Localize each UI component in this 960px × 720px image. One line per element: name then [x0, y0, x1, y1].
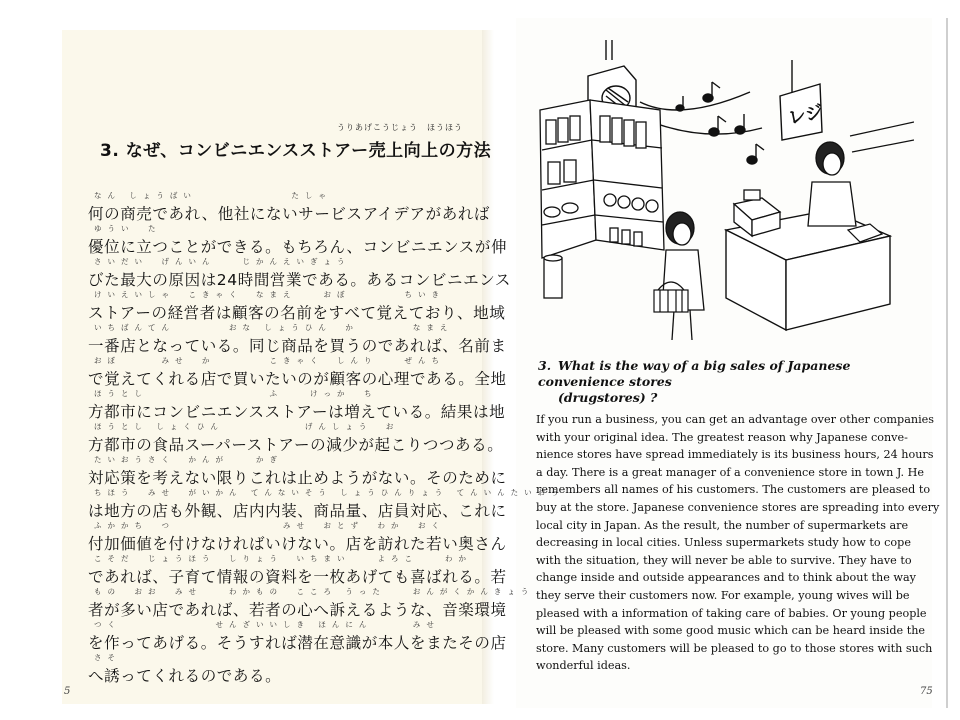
page-number-left: 5 — [64, 686, 71, 697]
furigana: たいおうさく かんが かぎ — [94, 455, 283, 464]
register-sign-label: レジ — [786, 101, 826, 130]
jp-text: 優位に立つことができる。もちろん、コンビニエンスが伸 — [88, 238, 508, 256]
shelf-icon — [540, 100, 664, 298]
heading-ruby: うりあげこうじょう ほうほう — [337, 123, 463, 132]
en-line: nience stores have spread immediately is its business hours, 24 hours — [536, 448, 934, 462]
furigana: さそ — [94, 653, 121, 662]
jp-text: であれば、子育て情報の資料を一枚あげても喜ばれる。若 — [88, 568, 507, 586]
jp-text: 方都市にコンビニエンスストアーは増えている。結果は地 — [88, 403, 506, 421]
en-line: wonderful ideas. — [536, 659, 631, 673]
furigana: けいえいしゃ こきゃく なまえ おぼ ちいき — [94, 290, 445, 299]
en-line: pleased with a information of taking care of babies. Or young people — [536, 606, 927, 620]
en-line: will be pleased with some good music which can be heard inside the — [536, 624, 926, 638]
en-line: store. Many customers will be pleased to go to those stores with such — [536, 641, 933, 655]
jp-line — [88, 620, 507, 658]
jp-text: は地方の店も外観、店内内装、商品量、店員対応、これに — [88, 502, 507, 520]
jp-text: 者が多い店であれば、若者の心へ訴えるような、音楽環境 — [88, 601, 507, 619]
japanese-body — [88, 191, 565, 691]
jp-text: ストアーの経営者は顧客の名前をすべて覚えており、地域 — [88, 304, 506, 322]
en-line: change inside and outside appearances and to think about the way — [536, 571, 916, 585]
furigana: ちほう みせ がいかん てんないそう しょうひんりょう てんいんたいおう — [94, 488, 565, 497]
page-number-right: 75 — [920, 686, 933, 697]
furigana: さいだい げんいん じかんえいぎょう — [94, 257, 351, 266]
store-illustration — [530, 40, 914, 340]
jp-text: 対応策を考えない限りこれは止めようがない。そのために — [88, 469, 507, 487]
cashier-figure — [808, 142, 856, 226]
furigana: ほうとし ふ けっか ち — [94, 389, 378, 398]
furigana: こそだ じょうほう しりょう いちまい よろこ わか — [94, 554, 472, 563]
jp-text: 付加価値を付けなければいけない。店を訪れた若い奥さん — [88, 535, 507, 553]
furigana: ほうとし しょくひん げんしょう お — [94, 422, 400, 431]
jp-text: へ誘ってくれるのである。 — [88, 667, 282, 685]
caption-line-1: What is the way of a big sales of Japanese convenience stores — [538, 358, 851, 389]
furigana: ゆうい た — [94, 224, 162, 233]
page-edge — [946, 18, 948, 708]
japanese-heading — [100, 123, 492, 161]
caption-number: 3. — [538, 358, 552, 373]
jp-text: びた最大の原因は24時間営業である。あるコンビニエンス — [88, 271, 511, 289]
en-line: buy at the store. Japanese convenience stores are spreading into every — [536, 500, 940, 514]
furigana: ふかかち つ みせ おとず わか おく — [94, 521, 445, 530]
en-line: decreasing in local cities. Unless supermarkets study how to cope — [536, 536, 911, 550]
furigana: つく せんざいいしき ほんにん みせ — [94, 620, 440, 629]
jp-text: 一番店となっている。同じ商品を買うのであれば、名前ま — [88, 337, 507, 355]
en-line: remembers all names of his customers. The customers are pleased to — [536, 483, 931, 497]
furigana: おぼ みせ か こきゃく しんり ぜんち — [94, 356, 445, 365]
customer-figure — [662, 212, 704, 340]
en-line: If you run a business, you can get an advantage over other companies — [536, 413, 935, 426]
caption-line — [538, 358, 918, 390]
en-line: with your original idea. The greatest reason why Japanese conve- — [536, 430, 908, 444]
english-caption — [538, 358, 918, 406]
furigana: なん しょうばい たしゃ — [94, 191, 332, 200]
en-line: local city in Japan. As the result, the number of supermarkets are — [536, 518, 909, 532]
caption-line-2: (drugstores) ? — [558, 390, 658, 405]
furigana: いちばんてん おな しょうひん か なまえ — [94, 323, 454, 332]
en-line: they serve their customers now. For example, young wives will be — [536, 588, 910, 602]
jp-text: を作ってあげる。そうすれば潜在意識が本人をまたその店 — [88, 634, 507, 652]
heading-text: 3. なぜ、コンビニエンスストアー売上向上の方法 — [100, 141, 492, 161]
furigana: もの おお みせ わかもの こころ うった おんがくかんきょう — [94, 587, 535, 596]
jp-text: 方都市の食品スーパーストアーの減少が起こりつつある。 — [88, 436, 504, 454]
en-line: with the situation, they will never be able to survive. They have to — [536, 553, 912, 567]
back-shelf — [850, 122, 914, 152]
english-body — [536, 411, 940, 675]
register-sign — [780, 60, 825, 140]
jp-text: 何の商売であれ、他社にないサービスアイデアがあれば — [88, 205, 491, 223]
jp-line — [88, 653, 458, 691]
jp-text: で覚えてくれる店で買いたいのが顧客の心理である。全地 — [88, 370, 507, 388]
en-line: a day. There is a great manager of a convenience store in town J. He — [536, 465, 924, 479]
